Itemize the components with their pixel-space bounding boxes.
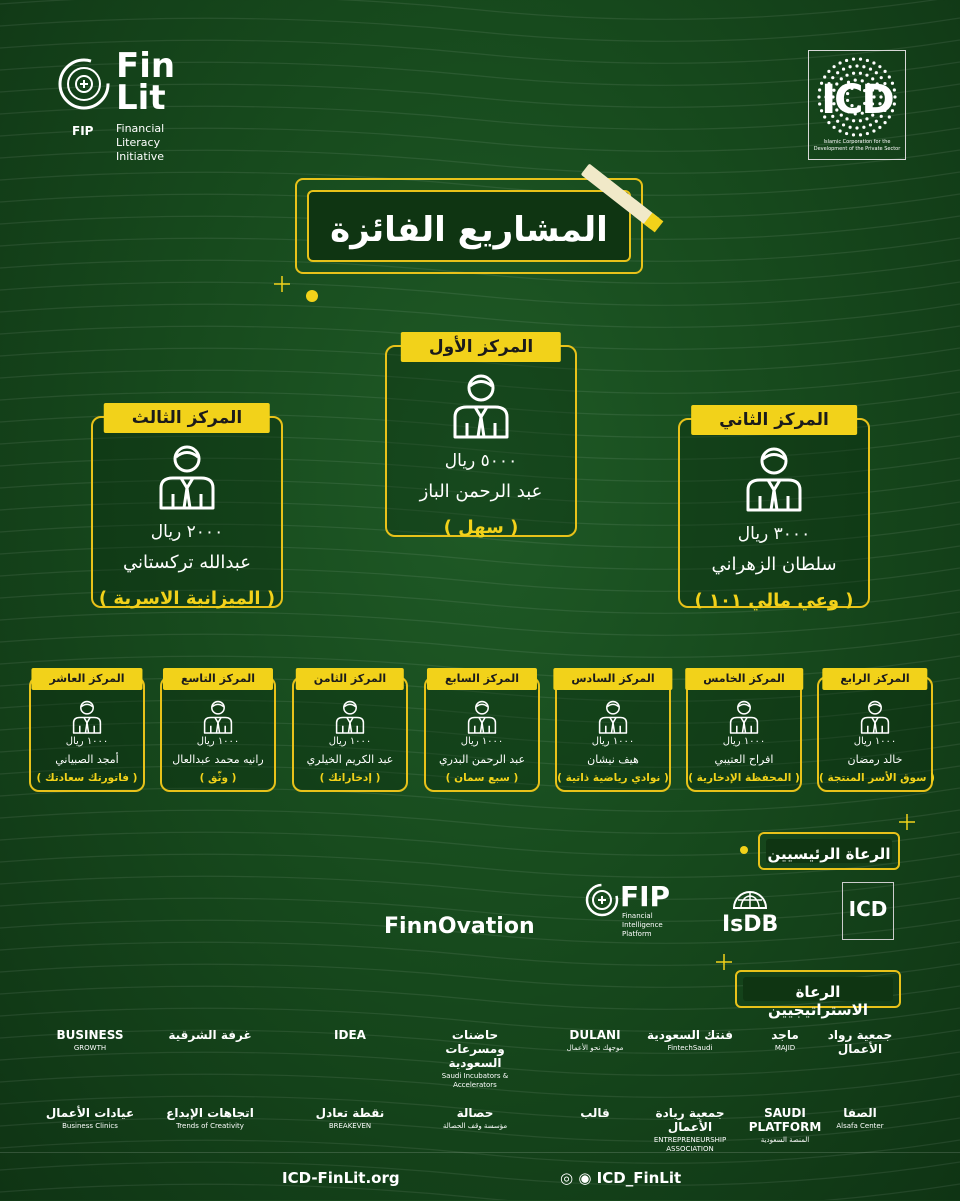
place-badge: المركز الثامن — [296, 668, 404, 690]
winner-name: سلطان الزهراني — [711, 554, 837, 575]
finlit-logo — [58, 46, 198, 170]
person-icon — [858, 700, 892, 734]
place-badge: المركز التاسع — [163, 668, 273, 690]
icd-dot — [838, 61, 841, 64]
tagline-3: Initiative — [116, 150, 165, 163]
sponsor-name: عيادات الأعمال — [45, 1106, 135, 1120]
project-name: ( وعي مالي ١٠١ ) — [694, 590, 854, 611]
title-frame — [295, 178, 643, 274]
sparkle-icon — [270, 272, 330, 308]
winner-card-1 — [385, 337, 577, 538]
winner-name: هيف نيشان — [587, 753, 639, 766]
sponsor-name: IDEA — [334, 1028, 366, 1042]
icd-dot — [836, 71, 839, 74]
website-link[interactable]: ICD-FinLit.org — [282, 1169, 400, 1187]
winner-name: افراح العتيبي — [714, 753, 774, 766]
winner-name: خالد رمضان — [847, 753, 903, 766]
project-name: ( المحفظة الإدخارية ) — [688, 772, 800, 784]
place-badge: المركز الخامس — [685, 668, 803, 690]
icd-dot — [832, 126, 835, 129]
winner-card-8 — [292, 672, 408, 792]
prize-amount: ١٠٠٠ ريال — [722, 736, 766, 747]
sponsor-name: ماجد — [771, 1028, 799, 1042]
winner-card-10 — [29, 672, 145, 792]
winner-name: رانيه محمد عبدالعال — [172, 753, 264, 766]
sponsor-logo — [640, 1098, 740, 1154]
prize-amount: ٢٠٠٠ ريال — [150, 522, 224, 542]
icd-dot — [855, 64, 858, 67]
sponsor-name: SAUDI PLATFORM — [748, 1106, 822, 1134]
footer — [0, 1152, 960, 1201]
tagline-2: Literacy — [116, 136, 161, 149]
title-inner — [307, 190, 631, 262]
person-icon — [70, 700, 104, 734]
prize-amount: ٥٠٠٠ ريال — [444, 451, 518, 471]
finlit-fip: FIP — [72, 124, 94, 138]
sponsor-sub: Saudi Incubators & Accelerators — [441, 1072, 509, 1089]
icd-dot — [852, 72, 855, 75]
winner-card-9 — [160, 672, 276, 792]
project-name: ( نوادي رياضية ذاتية ) — [557, 772, 669, 784]
project-name: ( فاتورتك سعادتك ) — [36, 772, 138, 784]
icd-sponsor-logo — [842, 882, 894, 940]
winner-name: عبدالله تركستاني — [123, 552, 251, 573]
icd-dot — [859, 58, 862, 61]
prize-amount: ١٠٠٠ ريال — [460, 736, 504, 747]
sponsor-name: DULANI — [569, 1028, 621, 1042]
sponsor-sub: BREAKEVEN — [328, 1122, 372, 1130]
fip-circle-icon — [584, 882, 620, 918]
winner-card-6 — [555, 672, 671, 792]
social-handle[interactable] — [560, 1169, 681, 1187]
place-badge: المركز الرابع — [822, 668, 927, 690]
person-icon — [742, 446, 806, 512]
finlit-circle-icon — [58, 54, 116, 118]
icd-dot — [866, 132, 869, 135]
sponsor-logo — [300, 1020, 400, 1042]
icd-dot — [849, 126, 852, 129]
person-icon — [465, 700, 499, 734]
sponsor-sub: GROWTH — [73, 1044, 107, 1052]
icd-dot — [845, 59, 848, 62]
project-name: ( سوق الأسر المنتجة ) — [819, 772, 935, 784]
fip-full-1: Financial — [622, 912, 653, 920]
icd-dot — [842, 123, 845, 126]
icd-logo — [808, 50, 906, 160]
icd-dot — [862, 65, 865, 68]
icd-dot — [852, 58, 855, 61]
fip-full — [622, 912, 663, 939]
winner-card-5 — [686, 672, 802, 792]
sponsor-logo — [300, 1098, 400, 1131]
sponsor-logo — [160, 1020, 260, 1042]
main-sponsors-label — [758, 832, 900, 870]
person-icon — [727, 700, 761, 734]
person-icon — [333, 700, 367, 734]
sponsor-sub: FintechSaudi — [667, 1044, 713, 1052]
icd-dot — [878, 126, 881, 129]
place-badge: المركز العاشر — [31, 668, 142, 690]
prize-amount: ١٠٠٠ ريال — [853, 736, 897, 747]
sponsor-sub: MAJID — [774, 1044, 796, 1052]
person-icon — [449, 373, 513, 439]
main-sponsors-text: الرعاة الرئيسيين — [767, 845, 891, 863]
sponsor-name: جمعية رواد الأعمال — [827, 1028, 893, 1056]
social-text: ICD_FinLit — [596, 1169, 682, 1187]
sponsor-logo — [735, 1098, 835, 1145]
sponsor-sub: Alsafa Center — [836, 1122, 884, 1130]
label-inner — [766, 839, 892, 863]
prize-amount: ١٠٠٠ ريال — [328, 736, 372, 747]
icd-abbr: ICD — [821, 77, 893, 123]
label-inner — [743, 977, 893, 1019]
place-badge: المركز السادس — [553, 668, 672, 690]
finlit-line2: Lit — [116, 78, 166, 118]
sponsor-logo — [425, 1098, 525, 1131]
sponsor-name: فنتك السعودية — [646, 1028, 734, 1042]
sponsor-name: اتجاهات الإبداع — [166, 1106, 254, 1120]
sponsor-name: غرفة الشرقية — [168, 1028, 252, 1042]
finlit-line1: Fin — [116, 46, 176, 86]
sponsor-logo — [735, 1020, 835, 1053]
project-name: ( سهل ) — [443, 517, 519, 538]
icd-dot — [832, 65, 835, 68]
icd-dot — [875, 71, 878, 74]
fip-full-2: Intelligence — [622, 921, 663, 929]
place-badge: المركز الثاني — [691, 405, 857, 435]
sponsor-sub: Trends of Creativity — [176, 1122, 244, 1130]
person-icon — [155, 444, 219, 510]
project-name: ( إدخاراتك ) — [319, 772, 381, 784]
icd-dot — [872, 61, 875, 64]
project-name: ( سبع سمان ) — [445, 772, 519, 784]
icd-dot — [849, 65, 852, 68]
icd-dot — [827, 70, 830, 73]
project-name: ( وثّق ) — [199, 772, 237, 784]
winner-card-2 — [678, 410, 870, 611]
sponsor-logo — [40, 1098, 140, 1131]
sponsor-name: حصالة — [456, 1106, 494, 1120]
icd-dot — [838, 129, 841, 132]
prize-amount: ٣٠٠٠ ريال — [737, 524, 811, 544]
sponsor-name: قالب — [580, 1106, 610, 1120]
twitter-icon: ◉ — [578, 1169, 592, 1187]
sponsor-sub: Business Clinics — [62, 1122, 118, 1130]
winner-card-4 — [817, 672, 935, 792]
fip-full-3: Platform — [622, 930, 652, 938]
fip-logo — [584, 880, 680, 940]
finnovation-logo: FinnOvation — [384, 914, 535, 939]
sponsor-logo — [545, 1098, 645, 1120]
project-name: ( الميزانية الاسرية ) — [98, 588, 276, 609]
sparkle-icon-4 — [732, 838, 756, 862]
winner-name: عبد الكريم الخيلري — [306, 753, 394, 766]
icd-dot — [855, 126, 858, 129]
prize-amount: ١٠٠٠ ريال — [65, 736, 109, 747]
place-badge: المركز الثالث — [104, 403, 270, 433]
isdb-text: IsDB — [722, 912, 779, 937]
icd-dot — [869, 67, 872, 70]
prize-amount: ١٠٠٠ ريال — [591, 736, 635, 747]
icd-sponsor-text: ICD — [848, 897, 888, 921]
finlit-tagline — [116, 122, 164, 164]
strategic-sponsors-text: الرعاة الاستراتيجيين — [768, 983, 868, 1019]
sponsor-sub: مؤسسة وقف الحصالة — [442, 1122, 508, 1130]
icd-dot — [859, 133, 862, 136]
isdb-dome-icon — [732, 882, 768, 910]
place-badge: المركز الأول — [401, 332, 561, 362]
instagram-icon: ◎ — [560, 1169, 574, 1187]
prize-amount: ١٠٠٠ ريال — [196, 736, 240, 747]
icd-dot — [842, 67, 845, 70]
winner-card-7 — [424, 672, 540, 792]
icd-dot — [866, 59, 869, 62]
winner-name: أمجد الصبياني — [55, 753, 119, 766]
sponsor-name: BUSINESS — [56, 1028, 124, 1042]
sponsor-sub: ENTREPRENEURSHIP ASSOCIATION — [653, 1136, 727, 1153]
icd-dot — [872, 129, 875, 132]
isdb-logo — [722, 882, 778, 942]
winner-card-3 — [91, 408, 283, 609]
sponsor-sub: موجهك نحو الأعمال — [566, 1044, 624, 1052]
tagline-1: Financial — [116, 122, 165, 135]
winner-name: عبد الرحمن الباز — [419, 481, 543, 502]
icd-dot — [852, 133, 855, 136]
icd-dot — [883, 70, 886, 73]
sponsor-name: نقطة تعادل — [315, 1106, 385, 1120]
fip-abbr: FIP — [620, 880, 671, 913]
page-title: المشاريع الفائزة — [330, 210, 608, 250]
sponsor-logo — [640, 1020, 740, 1053]
strategic-sponsors-label — [735, 970, 901, 1019]
icd-subtitle: Islamic Corporation for the Development of the Private Sector — [813, 139, 901, 152]
sponsor-sub: المنصة السعودية — [760, 1136, 810, 1144]
place-badge: المركز السابع — [427, 668, 537, 690]
sponsor-name: حاضنات ومسرعات السعودية — [445, 1028, 505, 1070]
sponsor-logo — [160, 1098, 260, 1131]
sponsor-logo — [40, 1020, 140, 1053]
icd-dot — [869, 123, 872, 126]
person-icon — [596, 700, 630, 734]
icd-dot — [862, 126, 865, 129]
sponsor-name: جمعية ريادة الأعمال — [655, 1106, 725, 1134]
sponsor-name: الصفا — [843, 1106, 877, 1120]
finlit-wordmark — [116, 46, 176, 118]
person-icon — [201, 700, 235, 734]
sponsor-logo — [545, 1020, 645, 1053]
icd-dot — [845, 132, 848, 135]
icd-dot — [859, 72, 862, 75]
icd-dot — [878, 65, 881, 68]
winner-name: عبد الرحمن البدري — [438, 753, 526, 766]
sponsor-logo — [425, 1020, 525, 1090]
